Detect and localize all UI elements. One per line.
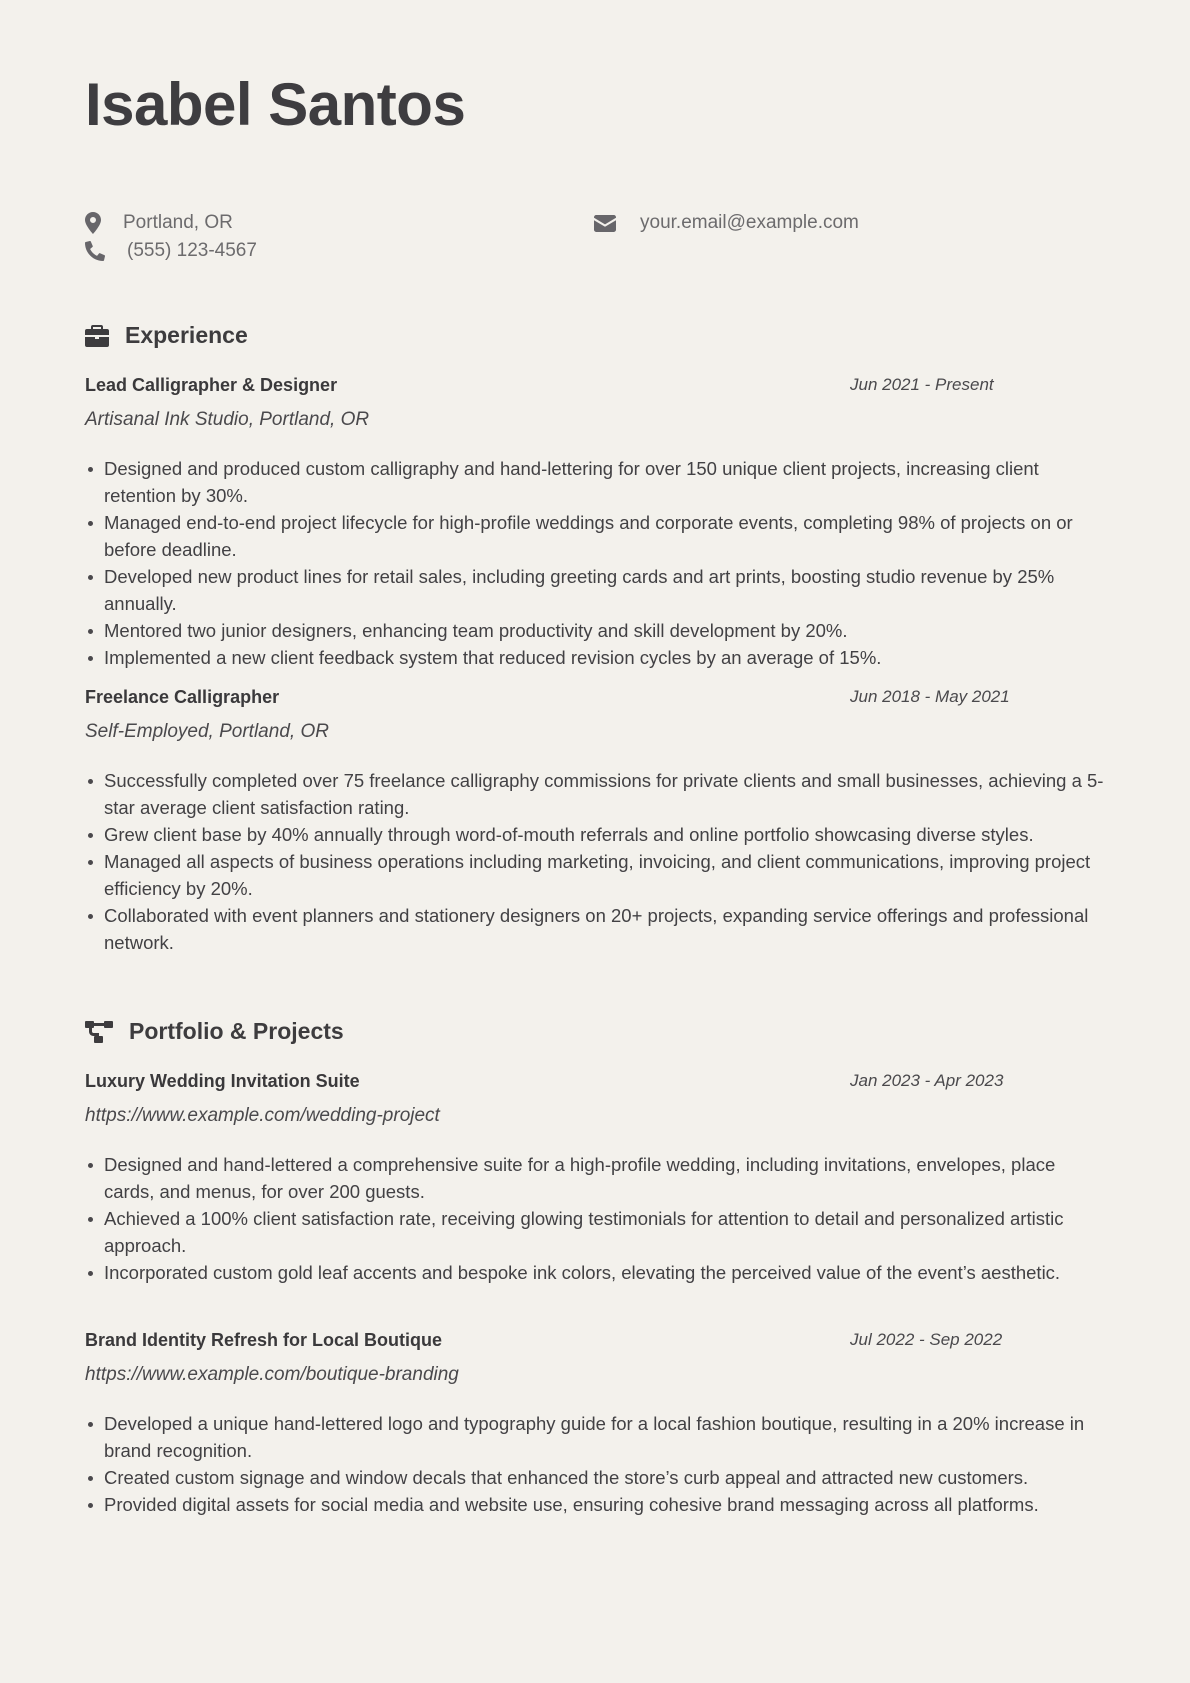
list-item: Incorporated custom gold leaf accents and bespoke ink colors, elevating the perceived value of the event’s aesthetic. (85, 1259, 1105, 1286)
job-bullets (85, 455, 1105, 671)
project-date: Jul 2022 - Sep 2022 (850, 1330, 1003, 1349)
email-text: your.email@example.com (640, 212, 859, 233)
project-bullets (85, 1151, 1105, 1286)
job-company: Self-Employed, Portland, OR (85, 721, 329, 742)
job-title: Freelance Calligrapher (85, 687, 280, 707)
briefcase-icon (85, 325, 109, 347)
list-item: Achieved a 100% client satisfaction rate, receiving glowing testimonials for attention to detail and personalized artistic approach. (85, 1205, 1105, 1259)
job-date: Jun 2018 - May 2021 (850, 687, 1010, 706)
project-link[interactable]: https://www.example.com/boutique-branding (85, 1364, 459, 1385)
phone-icon (85, 241, 105, 261)
list-item: Implemented a new client feedback system that reduced revision cycles by an average of 15%. (85, 644, 1105, 671)
candidate-name: Isabel Santos (85, 71, 466, 138)
list-item: Designed and produced custom calligraphy and hand-lettering for over 150 unique client projects, increasing client retention by 30%. (85, 455, 1105, 509)
experience-section-heading (85, 322, 248, 349)
map-pin-icon (85, 212, 101, 234)
envelope-icon (594, 215, 616, 232)
experience-title: Experience (125, 322, 248, 348)
sitemap-icon (85, 1021, 113, 1043)
list-item: Developed a unique hand-lettered logo and typography guide for a local fashion boutique, resulting in a 20% increase in brand recognition. (85, 1410, 1105, 1464)
project-title: Brand Identity Refresh for Local Boutique (85, 1330, 443, 1350)
location-text: Portland, OR (123, 212, 233, 233)
job-title: Lead Calligrapher & Designer (85, 375, 338, 395)
project-link[interactable]: https://www.example.com/wedding-project (85, 1105, 440, 1126)
projects-section-heading (85, 1018, 344, 1045)
list-item: Mentored two junior designers, enhancing team productivity and skill development by 20%. (85, 617, 1105, 644)
contact-phone (85, 240, 257, 262)
list-item: Designed and hand-lettered a comprehensive suite for a high-profile wedding, including invitations, envelopes, place cards, and menus, for over 200 guests. (85, 1151, 1105, 1205)
projects-title: Portfolio & Projects (129, 1018, 344, 1044)
list-item: Developed new product lines for retail sales, including greeting cards and art prints, boosting studio revenue by 25% annually. (85, 563, 1105, 617)
job-date: Jun 2021 - Present (850, 375, 994, 394)
project-date: Jan 2023 - Apr 2023 (850, 1071, 1004, 1090)
job-bullets (85, 767, 1105, 956)
list-item: Grew client base by 40% annually through word-of-mouth referrals and online portfolio showcasing diverse styles. (85, 821, 1105, 848)
list-item: Managed all aspects of business operations including marketing, invoicing, and client communications, improving project efficiency by 20%. (85, 848, 1105, 902)
list-item: Successfully completed over 75 freelance calligraphy commissions for private clients and small businesses, achieving a 5-star average client satisfaction rating. (85, 767, 1105, 821)
phone-text: (555) 123-4567 (127, 240, 257, 261)
contact-location (85, 212, 233, 234)
list-item: Collaborated with event planners and stationery designers on 20+ projects, expanding service offerings and professional network. (85, 902, 1105, 956)
job-company: Artisanal Ink Studio, Portland, OR (85, 409, 370, 430)
list-item: Managed end-to-end project lifecycle for high-profile weddings and corporate events, completing 98% of projects on or before deadline. (85, 509, 1105, 563)
project-title: Luxury Wedding Invitation Suite (85, 1071, 360, 1091)
project-bullets (85, 1410, 1105, 1518)
list-item: Provided digital assets for social media and website use, ensuring cohesive brand messaging across all platforms. (85, 1491, 1105, 1518)
contact-email (594, 212, 859, 234)
list-item: Created custom signage and window decals that enhanced the store’s curb appeal and attracted new customers. (85, 1464, 1105, 1491)
